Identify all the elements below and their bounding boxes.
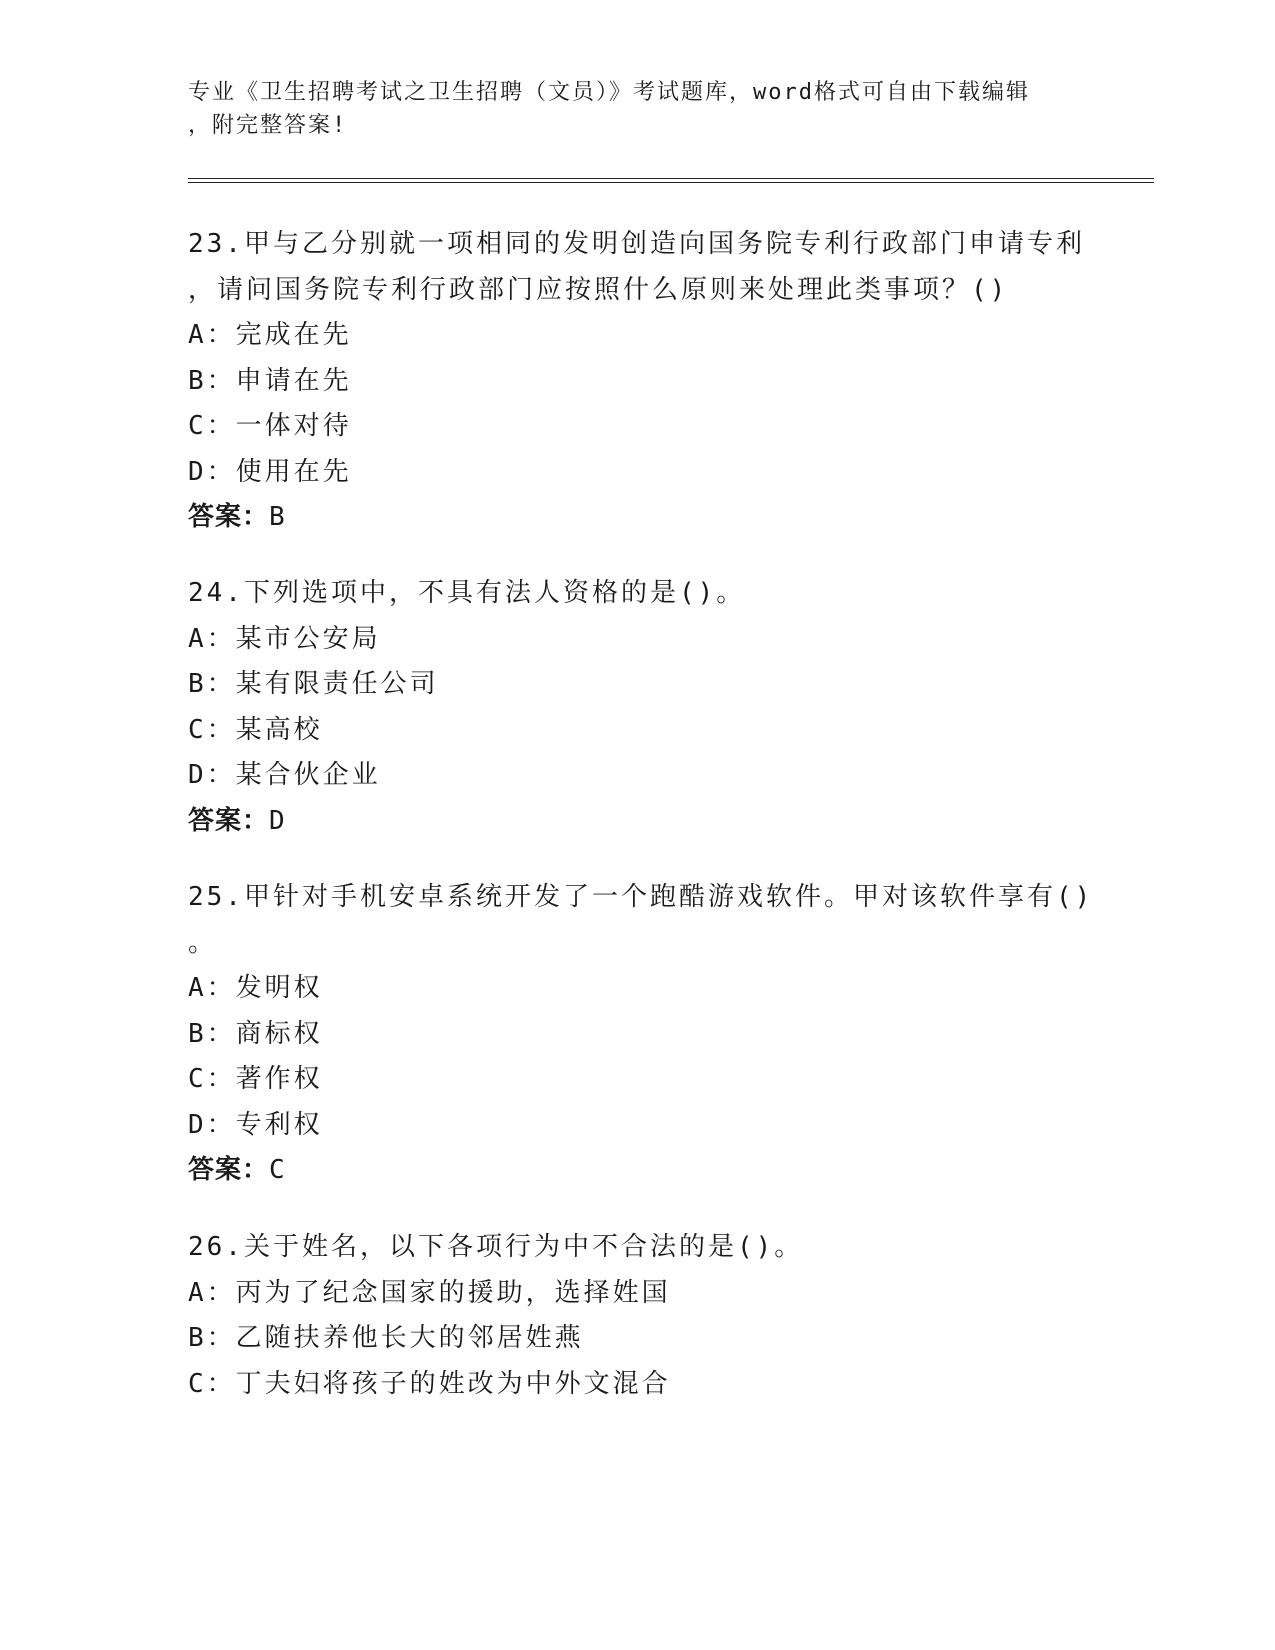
answer: [188, 495, 1088, 541]
option-c: C：丁夫妇将孩子的姓改为中外文混合: [188, 1368, 671, 1399]
option-a: A：完成在先: [188, 320, 352, 350]
question-stem: 24.下列选项中，不具有法人资格的是()。: [188, 578, 746, 608]
question-stem: 23.甲与乙分别就一项相同的发明创造向国务院专利行政部门申请专利: [188, 229, 1085, 259]
option-c: C：著作权: [188, 1064, 323, 1094]
option-c: C：某高校: [188, 714, 323, 745]
header-line-1: 专业《卫生招聘考试之卫生招聘（文员）》考试题库，word格式可自由下载编辑: [188, 80, 1030, 105]
header-divider: [188, 178, 1154, 183]
answer: [188, 799, 1088, 845]
answer-value: C: [269, 1155, 286, 1185]
option-d: D：专利权: [188, 1109, 323, 1140]
question-25: [188, 875, 1094, 1194]
header-line-2: ，附完整答案!: [188, 113, 348, 138]
question-26: [188, 1225, 1088, 1407]
question-24: [188, 571, 1088, 844]
question-stem: 。: [188, 927, 218, 958]
option-b: B：乙随扶养他长大的邻居姓燕: [188, 1323, 584, 1353]
answer-value: D: [269, 805, 286, 836]
document-header: [188, 76, 1068, 142]
option-d: D：某合伙企业: [188, 760, 381, 790]
option-b: B：申请在先: [188, 365, 352, 396]
option-a: A：丙为了纪念国家的援助，选择姓国: [188, 1277, 671, 1308]
question-stem: 26.关于姓名，以下各项行为中不合法的是()。: [188, 1232, 804, 1262]
question-stem: ，请问国务院专利行政部门应按照什么原则来处理此类事项？(): [188, 274, 1009, 305]
answer-label: 答案：: [188, 502, 270, 532]
answer-label: 答案：: [188, 805, 270, 836]
question-stem: 25.甲针对手机安卓系统开发了一个跑酷游戏软件。甲对该软件享有(): [188, 882, 1094, 912]
option-c: C：一体对待: [188, 411, 352, 441]
answer: [188, 1148, 1088, 1194]
option-b: B：某有限责任公司: [188, 669, 439, 699]
option-a: A：某市公安局: [188, 623, 381, 654]
option-b: B：商标权: [188, 1018, 323, 1049]
answer-value: B: [269, 502, 286, 532]
answer-label: 答案：: [188, 1155, 270, 1185]
option-d: D：使用在先: [188, 456, 352, 487]
question-23: [188, 222, 1088, 541]
option-a: A：发明权: [188, 973, 323, 1003]
